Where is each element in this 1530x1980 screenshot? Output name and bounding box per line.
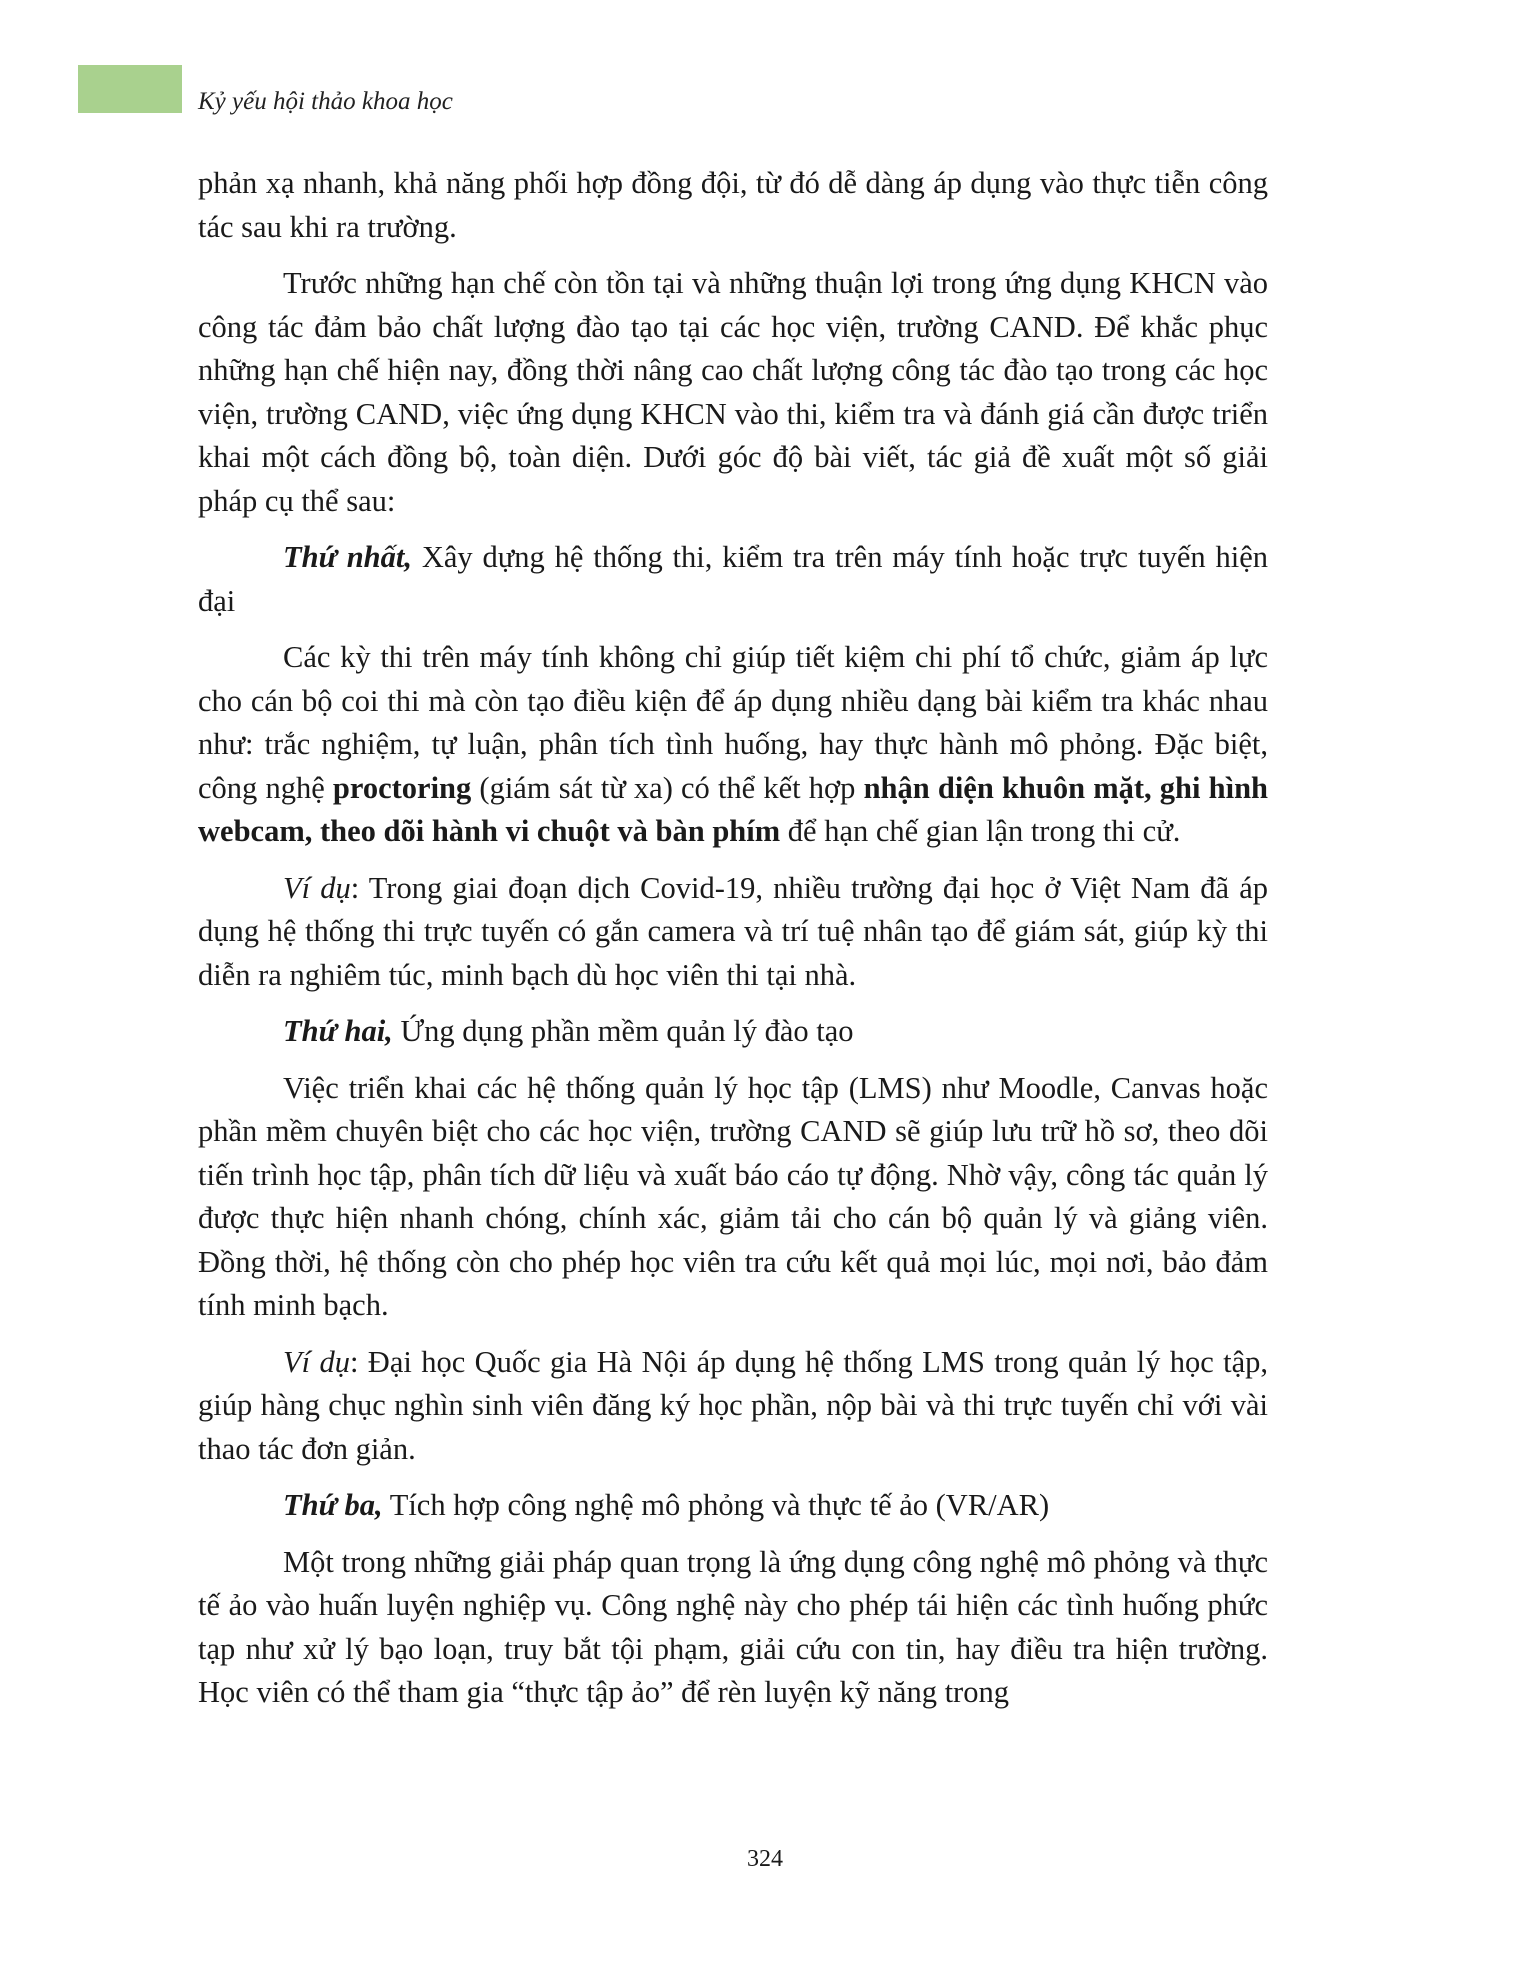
text-run: để hạn chế gian lận trong thi cử. xyxy=(780,814,1181,848)
paragraph-lms: Việc triển khai các hệ thống quản lý học tập (LMS) như Moodle, Canvas hoặc phần mềm chuyên biệt cho các học viện, trường CAND sẽ giúp lưu trữ hồ sơ, theo dõi tiến trình học tập, phân tích dữ liệu và xuất báo cáo tự động. Nhờ vậy, công tác quản lý được thực hiện nhanh chóng, chính xác, giảm tải cho cán bộ quản lý và giảng viên. Đồng thời, hệ thống còn cho phép học viên tra cứu kết quả mọi lúc, mọi nơi, bảo đảm tính minh bạch. xyxy=(198,1070,1268,1322)
paragraph-vr-ar: Một trong những giải pháp quan trọng là ứng dụng công nghệ mô phỏng và thực tế ảo vào huấn luyện nghiệp vụ. Công nghệ này cho phép tái hiện các tình huống phức tạp như xử lý bạo loạn, truy bắt tội phạm, giải cứu con tin, hay điều tra hiện trường. Học viên có thể tham gia “thực tập ảo” để rèn luyện kỹ năng trong xyxy=(198,1544,1268,1709)
page-body xyxy=(198,162,1268,1728)
heading-text-third: Tích hợp công nghệ mô phỏng và thực tế ảo (VR/AR) xyxy=(382,1488,1050,1522)
text-run: Các kỳ thi trên máy tính không chỉ giúp tiết kiệm chi phí tổ chức, giảm áp lực cho cán bộ coi thi mà còn tạo điều kiện để áp dụng nhiều dạng bài kiểm tra khác nhau như: trắc nghiệm, tự luận, phân tích tình huống, hay thực hành mô phỏng. Đặc biệt, công nghệ xyxy=(198,640,1268,805)
heading-text-first: Xây dựng hệ thống thi, kiểm tra trên máy tính hoặc trực tuyến hiện đại xyxy=(198,540,1268,618)
section-heading-second xyxy=(198,1010,1268,1054)
paragraph-intro: Trước những hạn chế còn tồn tại và những thuận lợi trong ứng dụng KHCN vào công tác đảm bảo chất lượng đào tạo tại các học viện, trường CAND. Để khắc phục những hạn chế hiện nay, đồng thời nâng cao chất lượng công tác đào tạo trong các học viện, trường CAND, việc ứng dụng KHCN vào thi, kiểm tra và đánh giá cần được triển khai một cách đồng bộ, toàn diện. Dưới góc độ bài viết, tác giả đề xuất một số giải pháp cụ thể sau: xyxy=(198,266,1268,518)
paragraph-computer-exams xyxy=(198,636,1268,854)
running-header: Kỷ yếu hội thảo khoa học xyxy=(198,88,453,115)
example-text: : Trong giai đoạn dịch Covid-19, nhiều trường đại học ở Việt Nam đã áp dụng hệ thống thi trực tuyến có gắn camera và trí tuệ nhân tạo để giám sát, giúp kỳ thi diễn ra nghiêm túc, minh bạch dù học viên thi tại nhà. xyxy=(198,870,1268,992)
page-number: 324 xyxy=(747,1846,783,1872)
example-label: Ví dụ xyxy=(283,870,351,905)
heading-text-second: Ứng dụng phần mềm quản lý đào tạo xyxy=(392,1014,854,1048)
section-heading-first xyxy=(198,536,1268,623)
paragraph-continuation: phản xạ nhanh, khả năng phối hợp đồng đội, từ đó dễ dàng áp dụng vào thực tiễn công tác sau khi ra trường. xyxy=(198,166,1268,244)
example-vnu xyxy=(198,1341,1268,1472)
example-text: : Đại học Quốc gia Hà Nội áp dụng hệ thống LMS trong quản lý học tập, giúp hàng chục nghìn sinh viên đăng ký học phần, nộp bài và thi trực tuyến chỉ với vài thao tác đơn giản. xyxy=(198,1344,1268,1466)
header-color-block xyxy=(78,65,182,113)
example-label: Ví dụ xyxy=(283,1344,350,1379)
example-covid xyxy=(198,867,1268,998)
text-run: (giám sát từ xa) có thể kết hợp xyxy=(471,770,864,805)
heading-lead-second: Thứ hai, xyxy=(283,1014,393,1048)
bold-term-monitoring: nhận diện khuôn mặt, ghi hình webcam, theo dõi hành vi chuột và bàn phím xyxy=(198,770,1268,848)
section-heading-third xyxy=(198,1484,1268,1528)
heading-lead-first: Thứ nhất, xyxy=(283,540,412,574)
heading-lead-third: Thứ ba, xyxy=(283,1488,383,1522)
bold-term-proctoring: proctoring xyxy=(332,770,472,805)
